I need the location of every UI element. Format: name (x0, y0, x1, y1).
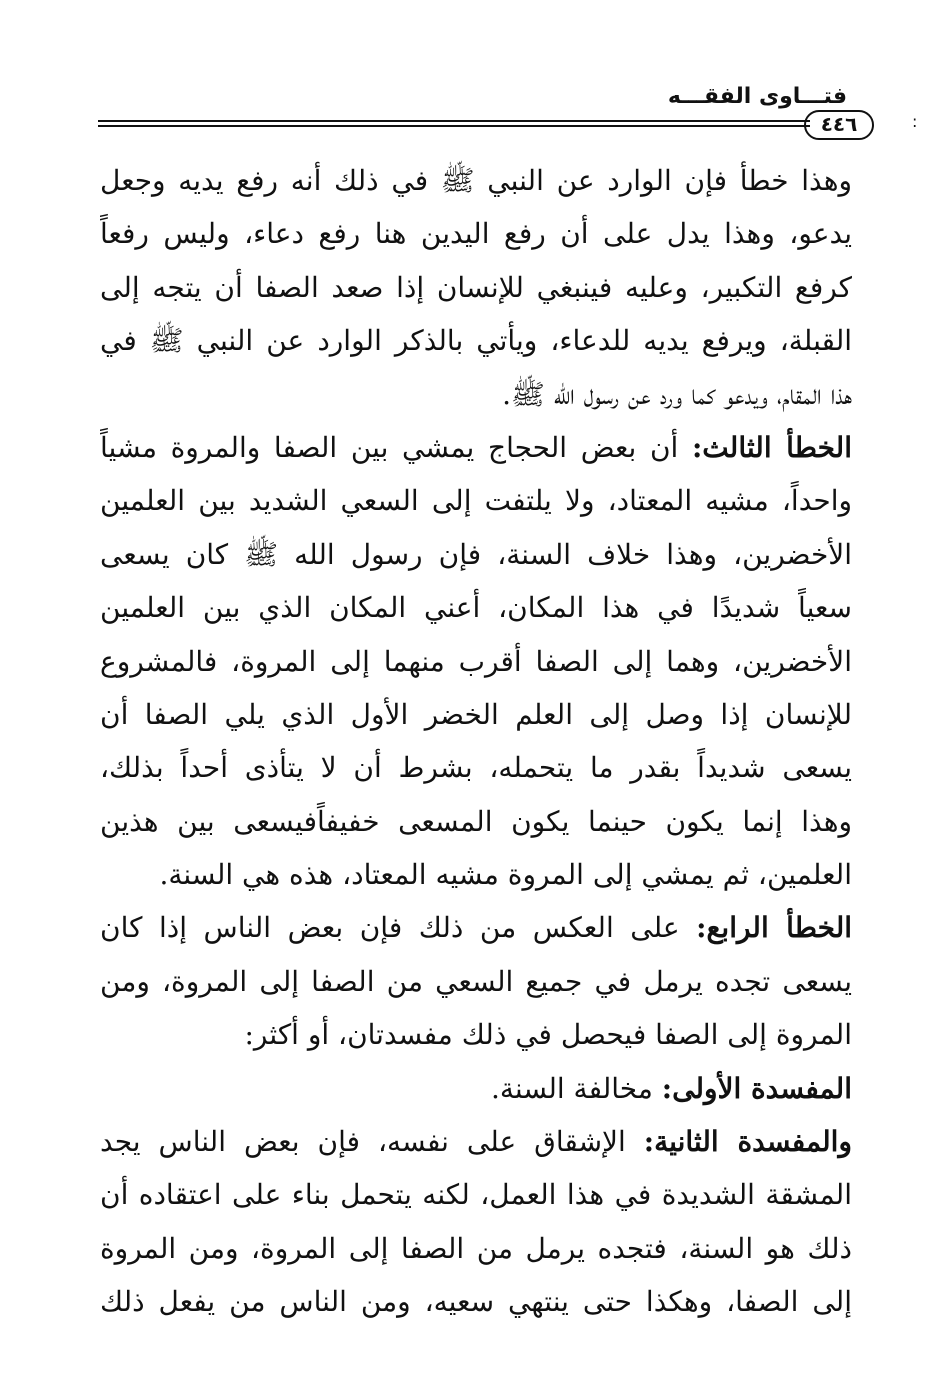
page-body-text (100, 154, 852, 1329)
section-label: الخطأ الرابع: (696, 911, 852, 945)
line-text: سعياً شديدًا في هذا المكان، أعني المكان الذي بين العلمين (100, 591, 852, 625)
section-label: المفسدة الأولى: (661, 1071, 852, 1105)
section-label: والمفسدة الثانية: (643, 1125, 852, 1159)
text-line (100, 848, 852, 901)
header-rule (98, 119, 810, 129)
text-line (100, 528, 852, 581)
text-line (100, 901, 852, 954)
line-text: ذلك هو السنة، فتجده يرمل من الصفا إلى المروة، ومن المروة (100, 1231, 852, 1265)
page-number: ٤٤٦ (804, 110, 874, 140)
text-line (100, 474, 852, 527)
text-line (100, 581, 852, 634)
text-line (100, 207, 852, 260)
line-text: يسعى شديداً بقدر ما يتحمله، بشرط أن لا يتأذى أحداً بذلك، (100, 751, 852, 785)
line-text: وهذا إنما يكون حينما يكون المسعى خفيفاًفيسعى بين هذين (100, 804, 852, 838)
line-text: يدعو، وهذا يدل على أن رفع اليدين هنا رفع دعاء، وليس رفعاً (100, 217, 852, 251)
text-line (100, 1275, 852, 1328)
line-text: المروة إلى الصفا فيحصل في ذلك مفسدتان، أو أكثر: (244, 1018, 852, 1052)
text-line (100, 1115, 852, 1168)
line-text: كرفع التكبير، وعليه فينبغي للإنسان إذا صعد الصفا أن يتجه إلى (100, 270, 852, 304)
line-text: الأخضرين، وهذا خلاف السنة، فإن رسول الله ﷺ كان يسعى (100, 537, 852, 571)
line-text: على العكس من ذلك فإن بعض الناس إذا كان (100, 911, 697, 945)
header-rule-line-bottom (98, 125, 810, 127)
line-text: الإشقاق على نفسه، فإن بعض الناس يجد (100, 1125, 644, 1159)
book-title: فتـــاوى الفقـــه (667, 84, 847, 109)
text-line (100, 955, 852, 1008)
header-rule-line-top (98, 120, 810, 122)
text-line (100, 314, 852, 367)
text-line (100, 261, 852, 314)
section-label: الخطأ الثالث: (691, 430, 852, 464)
line-text: العلمين، ثم يمشي إلى المروة مشيه المعتاد، هذه هي السنة. (159, 858, 852, 892)
line-text: هذا المقام، ويدعو كما ورد عن رسول الله ﷺ. (502, 377, 852, 411)
line-text: وهذا خطأ فإن الوارد عن النبي ﷺ في ذلك أنه رفع يديه وجعل (100, 164, 852, 197)
text-line (100, 368, 852, 421)
text-line (100, 1062, 852, 1115)
line-text: القبلة، ويرفع يديه للدعاء، ويأتي بالذكر الوارد عن النبي ﷺ في (100, 324, 852, 358)
line-text: للإنسان إذا وصل إلى العلم الخضر الأول الذي يلي الصفا أن (100, 697, 852, 731)
text-line (100, 421, 852, 474)
line-text: المشقة الشديدة في هذا العمل، لكنه يتحمل بناء على اعتقاده أن (100, 1178, 852, 1212)
text-line (100, 795, 852, 848)
text-line (100, 688, 852, 741)
line-text: إلى الصفا، وهكذا حتى ينتهي سعيه، ومن الناس من يفعل ذلك (100, 1285, 852, 1319)
margin-mark: : (912, 112, 918, 131)
line-text: الأخضرين، وهما إلى الصفا أقرب منهما إلى المروة، فالمشروع (100, 644, 852, 678)
text-line (100, 1222, 852, 1275)
line-text: يسعى تجده يرمل في جميع السعي من الصفا إلى المروة، ومن (100, 964, 852, 998)
text-line (100, 154, 852, 207)
text-line (100, 635, 852, 688)
text-line (100, 1008, 852, 1061)
text-line (100, 1168, 852, 1221)
text-line (100, 741, 852, 794)
line-text: واحداً، مشيه المعتاد، ولا يلتفت إلى السعي الشديد بين العلمين (100, 484, 852, 518)
line-text: مخالفة السنة. (491, 1071, 662, 1105)
line-text: أن بعض الحجاج يمشي بين الصفا والمروة مشياً (100, 430, 692, 464)
